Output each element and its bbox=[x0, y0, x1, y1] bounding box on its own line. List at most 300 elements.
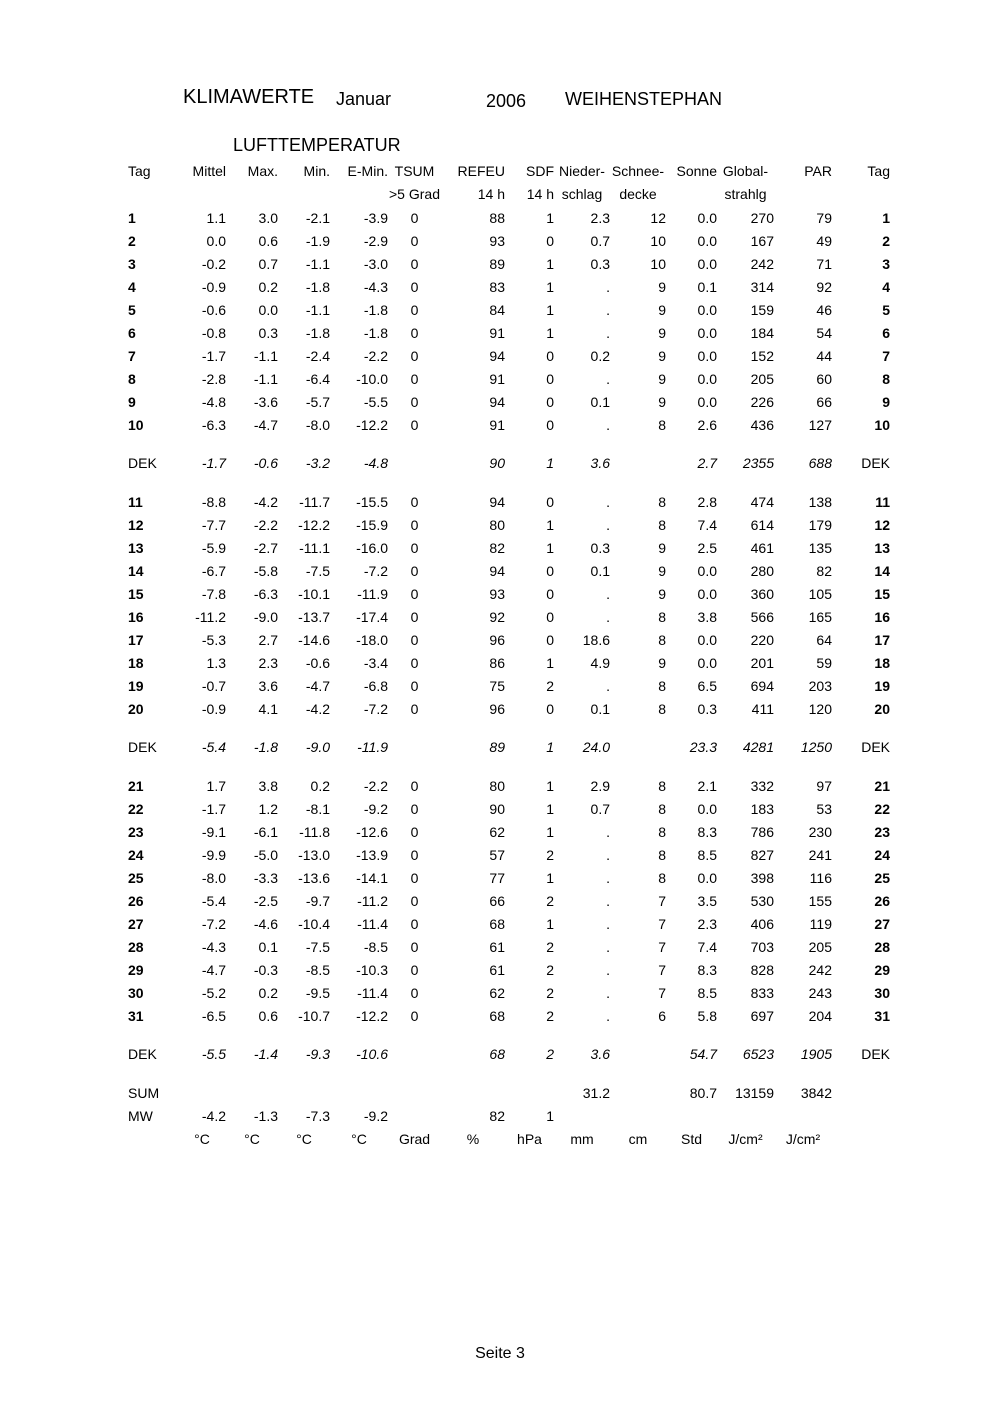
table-row bbox=[128, 697, 890, 720]
table-cell: 9 bbox=[658, 370, 666, 387]
table-cell: 2 bbox=[546, 1046, 554, 1062]
table-cell: 29 bbox=[128, 961, 144, 978]
table-cell: 0.2 bbox=[258, 278, 278, 295]
table-cell: 11 bbox=[128, 493, 143, 510]
table-cell: 220 bbox=[750, 631, 774, 648]
table-cell: 89 bbox=[489, 255, 505, 272]
table-cell: -1.7 bbox=[201, 455, 226, 471]
table-cell: 1 bbox=[546, 324, 554, 341]
table-cell: 14 h bbox=[477, 186, 505, 202]
table-cell: Global- bbox=[722, 163, 769, 179]
table-cell: -4.8 bbox=[201, 393, 226, 410]
table-cell: 2.3 bbox=[258, 654, 278, 671]
table-cell: 9 bbox=[882, 393, 890, 410]
table-cell: -3.9 bbox=[363, 209, 388, 226]
table-cell bbox=[666, 182, 717, 206]
table-cell: 8 bbox=[658, 608, 666, 625]
table-cell: 694 bbox=[750, 677, 774, 694]
table-cell: 1 bbox=[546, 915, 554, 932]
table-cell: -15.5 bbox=[356, 493, 388, 510]
table-cell: 21 bbox=[128, 777, 144, 794]
table-cell: 84 bbox=[489, 301, 505, 318]
table-cell: 8 bbox=[658, 677, 666, 694]
table-cell: 0.0 bbox=[697, 370, 717, 387]
table-cell: 0 bbox=[410, 516, 419, 533]
table-cell: 1 bbox=[546, 301, 554, 318]
table-cell: 18 bbox=[874, 654, 890, 671]
table-cell: 167 bbox=[750, 232, 774, 249]
table-cell: 3.6 bbox=[590, 455, 610, 471]
spacer-row bbox=[128, 436, 890, 451]
table-cell bbox=[610, 735, 666, 759]
table-cell: J/cm² bbox=[785, 1130, 821, 1147]
sum-row bbox=[128, 1081, 890, 1104]
table-cell: 20 bbox=[128, 700, 144, 717]
table-cell: 96 bbox=[489, 700, 505, 717]
table-cell: 14 bbox=[874, 562, 890, 579]
table-cell: mm bbox=[570, 1130, 594, 1147]
table-cell: -8.0 bbox=[305, 416, 330, 433]
table-cell: -0.3 bbox=[253, 961, 278, 978]
table-cell: -16.0 bbox=[356, 539, 388, 556]
table-cell: 14 bbox=[128, 562, 144, 579]
table-cell: 0 bbox=[546, 700, 554, 717]
table-cell: 80 bbox=[489, 777, 505, 794]
decade-summary-row bbox=[128, 451, 890, 475]
table-cell: 0.0 bbox=[697, 585, 717, 602]
table-cell: 19 bbox=[874, 677, 890, 694]
table-row bbox=[128, 958, 890, 981]
table-cell: 61 bbox=[489, 961, 505, 978]
table-cell: 205 bbox=[750, 370, 774, 387]
table-cell: 23 bbox=[874, 823, 890, 840]
table-cell: 2.5 bbox=[697, 539, 717, 556]
table-cell: 8 bbox=[128, 370, 136, 387]
table-cell: 86 bbox=[489, 654, 505, 671]
table-cell: 6 bbox=[128, 324, 136, 341]
table-cell: 1 bbox=[882, 209, 890, 226]
table-cell: 4.9 bbox=[590, 654, 610, 671]
table-cell: 6.5 bbox=[697, 677, 717, 694]
table-cell: schlag bbox=[561, 186, 603, 202]
table-cell: . bbox=[606, 677, 610, 694]
table-cell: . bbox=[606, 278, 610, 295]
table-cell: % bbox=[466, 1130, 480, 1147]
table-cell: MW bbox=[128, 1107, 153, 1124]
table-cell: 0 bbox=[410, 654, 419, 671]
header-subrow bbox=[128, 182, 890, 206]
table-cell: -7.8 bbox=[201, 585, 226, 602]
table-cell: 80.7 bbox=[689, 1084, 717, 1101]
table-cell: -1.9 bbox=[305, 232, 330, 249]
table-cell: -6.7 bbox=[201, 562, 226, 579]
table-cell: 0.6 bbox=[258, 232, 278, 249]
table-cell: 92 bbox=[816, 278, 832, 295]
table-cell: 9 bbox=[658, 278, 666, 295]
table-cell: 2 bbox=[546, 892, 554, 909]
table-cell: 2.7 bbox=[697, 455, 717, 471]
table-cell: 0 bbox=[410, 562, 419, 579]
table-cell: -13.7 bbox=[298, 608, 330, 625]
table-cell: 0 bbox=[410, 677, 419, 694]
table-cell: -2.7 bbox=[253, 539, 278, 556]
table-cell: 21 bbox=[874, 777, 890, 794]
table-cell: 5 bbox=[128, 301, 136, 318]
table-cell: 82 bbox=[816, 562, 832, 579]
table-cell: -5.4 bbox=[201, 892, 226, 909]
table-cell: J/cm² bbox=[728, 1130, 763, 1147]
table-cell: 411 bbox=[751, 700, 774, 717]
table-cell: . bbox=[606, 608, 610, 625]
table-cell: -5.3 bbox=[201, 631, 226, 648]
table-cell: -11.4 bbox=[357, 915, 388, 932]
table-cell: 0 bbox=[410, 961, 419, 978]
table-cell: 2 bbox=[546, 677, 554, 694]
table-row bbox=[128, 605, 890, 628]
table-cell: Sonne bbox=[676, 163, 717, 179]
table-cell: 91 bbox=[489, 370, 505, 387]
table-cell: -6.3 bbox=[253, 585, 278, 602]
table-cell: Min. bbox=[303, 163, 330, 179]
table-cell: -2.2 bbox=[253, 516, 278, 533]
table-cell: 94 bbox=[489, 493, 505, 510]
table-cell: 66 bbox=[489, 892, 505, 909]
table-cell: . bbox=[606, 516, 610, 533]
table-cell: -4.3 bbox=[363, 278, 388, 295]
table-row bbox=[128, 367, 890, 390]
table-cell: 96 bbox=[489, 631, 505, 648]
table-cell: 0 bbox=[410, 370, 419, 387]
table-cell: -14.1 bbox=[356, 869, 388, 886]
table-cell: 0.3 bbox=[590, 539, 610, 556]
table-cell: -3.4 bbox=[363, 654, 388, 671]
table-cell: 3.6 bbox=[258, 677, 278, 694]
climate-table bbox=[128, 160, 890, 1150]
table-cell: 4 bbox=[128, 278, 136, 295]
table-cell: 828 bbox=[750, 961, 774, 978]
table-cell: 12 bbox=[874, 516, 890, 533]
table-cell: 2.7 bbox=[258, 631, 278, 648]
table-cell: 179 bbox=[808, 516, 832, 533]
table-cell: 530 bbox=[750, 892, 774, 909]
header-row bbox=[128, 160, 890, 182]
table-cell: -18.0 bbox=[356, 631, 388, 648]
table-row bbox=[128, 344, 890, 367]
table-cell bbox=[774, 1104, 832, 1127]
table-cell: 54.7 bbox=[689, 1046, 717, 1062]
table-row bbox=[128, 797, 890, 820]
table-cell: 18.6 bbox=[582, 631, 610, 648]
table-cell: 0 bbox=[410, 209, 419, 226]
table-cell: 6 bbox=[658, 1007, 666, 1024]
table-cell: -1.1 bbox=[305, 301, 330, 318]
table-cell: 31 bbox=[128, 1007, 144, 1024]
table-cell: 18 bbox=[128, 654, 144, 671]
table-cell bbox=[832, 1127, 890, 1150]
table-cell: -7.2 bbox=[201, 915, 226, 932]
table-cell: 0.0 bbox=[697, 324, 717, 341]
table-cell: -1.1 bbox=[253, 370, 278, 387]
table-cell: 83 bbox=[489, 278, 505, 295]
table-cell: -7.5 bbox=[305, 562, 330, 579]
table-cell: 22 bbox=[128, 800, 144, 817]
table-cell: 1 bbox=[546, 516, 554, 533]
table-cell: 1.7 bbox=[206, 777, 226, 794]
table-cell: 0.0 bbox=[697, 232, 717, 249]
table-cell: 0.0 bbox=[697, 631, 717, 648]
table-cell: -13.9 bbox=[356, 846, 388, 863]
table-row bbox=[128, 229, 890, 252]
table-cell: 68 bbox=[489, 915, 505, 932]
table-cell: 566 bbox=[750, 608, 774, 625]
station-name: WEIHENSTEPHAN bbox=[565, 89, 723, 109]
table-cell: . bbox=[606, 846, 610, 863]
table-cell: 3.5 bbox=[697, 892, 717, 909]
table-cell: 1 bbox=[546, 777, 554, 794]
table-cell: 1.2 bbox=[258, 800, 278, 817]
table-cell: 22 bbox=[874, 800, 890, 817]
table-cell: 4281 bbox=[742, 739, 774, 755]
table-cell: 2 bbox=[546, 1007, 554, 1024]
table-cell: 0 bbox=[410, 631, 419, 648]
table-cell: -5.0 bbox=[253, 846, 278, 863]
table-cell: DEK bbox=[861, 455, 890, 471]
page-number: Seite 3 bbox=[475, 1345, 525, 1362]
table-cell: 93 bbox=[489, 232, 505, 249]
table-cell: -9.2 bbox=[363, 800, 388, 817]
table-cell: 0.3 bbox=[697, 700, 717, 717]
table-cell: 0.0 bbox=[697, 393, 717, 410]
table-cell: 9 bbox=[658, 393, 666, 410]
mean-row bbox=[128, 1104, 890, 1127]
table-cell: 1 bbox=[546, 869, 554, 886]
table-cell: 9 bbox=[658, 562, 666, 579]
table-cell: 3.6 bbox=[590, 1046, 610, 1062]
table-cell: 15 bbox=[128, 585, 144, 602]
table-cell: 94 bbox=[489, 393, 505, 410]
table-cell: -0.6 bbox=[305, 654, 330, 671]
table-cell: 10 bbox=[650, 232, 666, 249]
table-cell: 7 bbox=[658, 915, 666, 932]
table-cell: 5.8 bbox=[697, 1007, 717, 1024]
table-cell: 68 bbox=[489, 1007, 505, 1024]
table-cell: -9.2 bbox=[363, 1107, 388, 1124]
table-cell: 8 bbox=[658, 493, 666, 510]
table-cell: -6.3 bbox=[201, 416, 226, 433]
table-cell: 0.1 bbox=[590, 700, 610, 717]
table-cell: 3842 bbox=[800, 1084, 832, 1101]
table-cell bbox=[666, 1104, 717, 1127]
table-row bbox=[128, 674, 890, 697]
table-cell: 0 bbox=[546, 370, 554, 387]
table-cell: 165 bbox=[808, 608, 832, 625]
table-cell: 0.0 bbox=[697, 654, 717, 671]
table-cell: 59 bbox=[816, 654, 832, 671]
table-cell: 0 bbox=[546, 393, 554, 410]
table-cell: DEK bbox=[128, 455, 157, 471]
table-cell: . bbox=[606, 370, 610, 387]
table-row bbox=[128, 206, 890, 229]
table-cell: 2 bbox=[546, 938, 554, 955]
table-cell: 0.3 bbox=[590, 255, 610, 272]
table-cell: 8.3 bbox=[697, 961, 717, 978]
table-cell: 1 bbox=[128, 209, 136, 226]
table-cell: 0.0 bbox=[697, 209, 717, 226]
table-cell: 97 bbox=[816, 777, 832, 794]
table-cell: 91 bbox=[489, 324, 505, 341]
table-cell: 314 bbox=[750, 278, 774, 295]
table-cell: 46 bbox=[816, 301, 832, 318]
table-cell: 0 bbox=[410, 585, 419, 602]
table-cell: -8.8 bbox=[201, 493, 226, 510]
table-cell: 1 bbox=[546, 823, 554, 840]
table-cell: 1 bbox=[546, 654, 554, 671]
table-cell: 6523 bbox=[742, 1046, 774, 1062]
table-cell: 1250 bbox=[800, 739, 832, 755]
table-cell: 0.2 bbox=[590, 347, 610, 364]
table-row bbox=[128, 820, 890, 843]
table-cell: 62 bbox=[489, 823, 505, 840]
table-cell: 90 bbox=[489, 800, 505, 817]
table-cell: -9.7 bbox=[305, 892, 330, 909]
table-cell: 786 bbox=[750, 823, 774, 840]
table-cell: 2 bbox=[546, 984, 554, 1001]
table-cell: SDF bbox=[526, 163, 554, 179]
table-cell: 116 bbox=[809, 869, 832, 886]
table-row bbox=[128, 866, 890, 889]
table-cell: -5.4 bbox=[201, 739, 226, 755]
table-cell: -10.4 bbox=[298, 915, 330, 932]
table-cell: 54 bbox=[816, 324, 832, 341]
table-cell: -2.1 bbox=[305, 209, 330, 226]
spacer-row bbox=[128, 720, 890, 735]
table-cell: 0 bbox=[410, 324, 419, 341]
table-cell: 827 bbox=[750, 846, 774, 863]
table-cell: -8.5 bbox=[363, 938, 388, 955]
table-cell: 0.7 bbox=[258, 255, 278, 272]
table-cell: 7 bbox=[658, 938, 666, 955]
table-cell: -1.7 bbox=[201, 800, 226, 817]
table-cell bbox=[832, 182, 890, 206]
table-cell: 31.2 bbox=[582, 1084, 610, 1101]
table-cell: -5.9 bbox=[201, 539, 226, 556]
table-cell bbox=[178, 1081, 226, 1104]
table-cell: 28 bbox=[874, 938, 890, 955]
table-cell: . bbox=[606, 416, 610, 433]
table-cell: -5.5 bbox=[201, 1046, 226, 1062]
table-cell: 1 bbox=[546, 800, 554, 817]
spacer-row bbox=[128, 1066, 890, 1081]
table-cell: -10.0 bbox=[356, 370, 388, 387]
table-cell: 28 bbox=[128, 938, 144, 955]
table-cell: 0 bbox=[546, 631, 554, 648]
table-cell: 0 bbox=[410, 278, 419, 295]
table-row bbox=[128, 275, 890, 298]
table-cell: 19 bbox=[128, 677, 144, 694]
table-cell: 8 bbox=[658, 631, 666, 648]
table-cell: 44 bbox=[816, 347, 832, 364]
table-cell: °C bbox=[194, 1130, 210, 1147]
table-cell: -17.4 bbox=[356, 608, 388, 625]
table-cell: -3.3 bbox=[253, 869, 278, 886]
table-row bbox=[128, 536, 890, 559]
table-cell: -14.6 bbox=[298, 631, 330, 648]
table-cell: REFEU bbox=[457, 163, 505, 179]
table-cell: 135 bbox=[808, 539, 832, 556]
table-cell: 2 bbox=[546, 846, 554, 863]
table-cell: 461 bbox=[750, 539, 774, 556]
table-cell bbox=[388, 1081, 441, 1104]
table-cell: 0 bbox=[546, 585, 554, 602]
table-cell: 8 bbox=[882, 370, 890, 387]
table-cell: -11.9 bbox=[357, 585, 388, 602]
table-cell: 0.0 bbox=[697, 800, 717, 817]
table-cell: E-Min. bbox=[347, 163, 388, 179]
table-cell: 12 bbox=[128, 516, 144, 533]
table-cell: 697 bbox=[750, 1007, 774, 1024]
table-cell: 61 bbox=[489, 938, 505, 955]
table-cell: 14 h bbox=[526, 186, 554, 202]
table-cell: 0.1 bbox=[697, 278, 717, 295]
table-cell: . bbox=[606, 961, 610, 978]
table-cell bbox=[554, 1104, 610, 1127]
table-cell: 0.0 bbox=[697, 869, 717, 886]
table-cell: 0 bbox=[546, 232, 554, 249]
table-cell: 138 bbox=[808, 493, 832, 510]
table-cell: 17 bbox=[128, 631, 144, 648]
table-cell: 2 bbox=[546, 961, 554, 978]
table-cell: 25 bbox=[128, 869, 144, 886]
table-row bbox=[128, 843, 890, 866]
table-cell: . bbox=[606, 938, 610, 955]
table-cell bbox=[388, 1042, 441, 1066]
table-cell: 243 bbox=[808, 984, 832, 1001]
table-cell bbox=[278, 182, 330, 206]
table-cell: 2.8 bbox=[697, 493, 717, 510]
table-cell bbox=[610, 1104, 666, 1127]
table-row bbox=[128, 559, 890, 582]
table-cell: 82 bbox=[489, 1107, 505, 1124]
table-cell: 57 bbox=[489, 846, 505, 863]
table-cell: 94 bbox=[489, 347, 505, 364]
table-row bbox=[128, 490, 890, 513]
table-cell: 270 bbox=[750, 209, 774, 226]
table-cell: hPa bbox=[517, 1130, 542, 1147]
table-cell: 406 bbox=[750, 915, 774, 932]
table-cell: Tag bbox=[867, 163, 890, 179]
table-cell: -0.9 bbox=[201, 278, 226, 295]
table-cell: Mittel bbox=[192, 163, 226, 179]
table-cell: -11.8 bbox=[299, 823, 330, 840]
table-row bbox=[128, 1004, 890, 1027]
table-cell: 2 bbox=[128, 232, 136, 249]
table-cell: 80 bbox=[489, 516, 505, 533]
table-cell: 0 bbox=[546, 562, 554, 579]
table-cell: 13 bbox=[874, 539, 890, 556]
table-cell: -11.2 bbox=[357, 892, 388, 909]
spacer-row bbox=[128, 1027, 890, 1042]
table-cell: 24 bbox=[874, 846, 890, 863]
table-cell: 2.9 bbox=[590, 777, 610, 794]
table-cell: 474 bbox=[750, 493, 774, 510]
table-cell: 688 bbox=[808, 455, 832, 471]
table-cell: 8 bbox=[658, 516, 666, 533]
table-cell: . bbox=[606, 915, 610, 932]
table-cell: 79 bbox=[816, 209, 832, 226]
table-cell: 159 bbox=[750, 301, 774, 318]
table-cell: -4.3 bbox=[201, 938, 226, 955]
table-cell: Grad bbox=[398, 1130, 431, 1147]
